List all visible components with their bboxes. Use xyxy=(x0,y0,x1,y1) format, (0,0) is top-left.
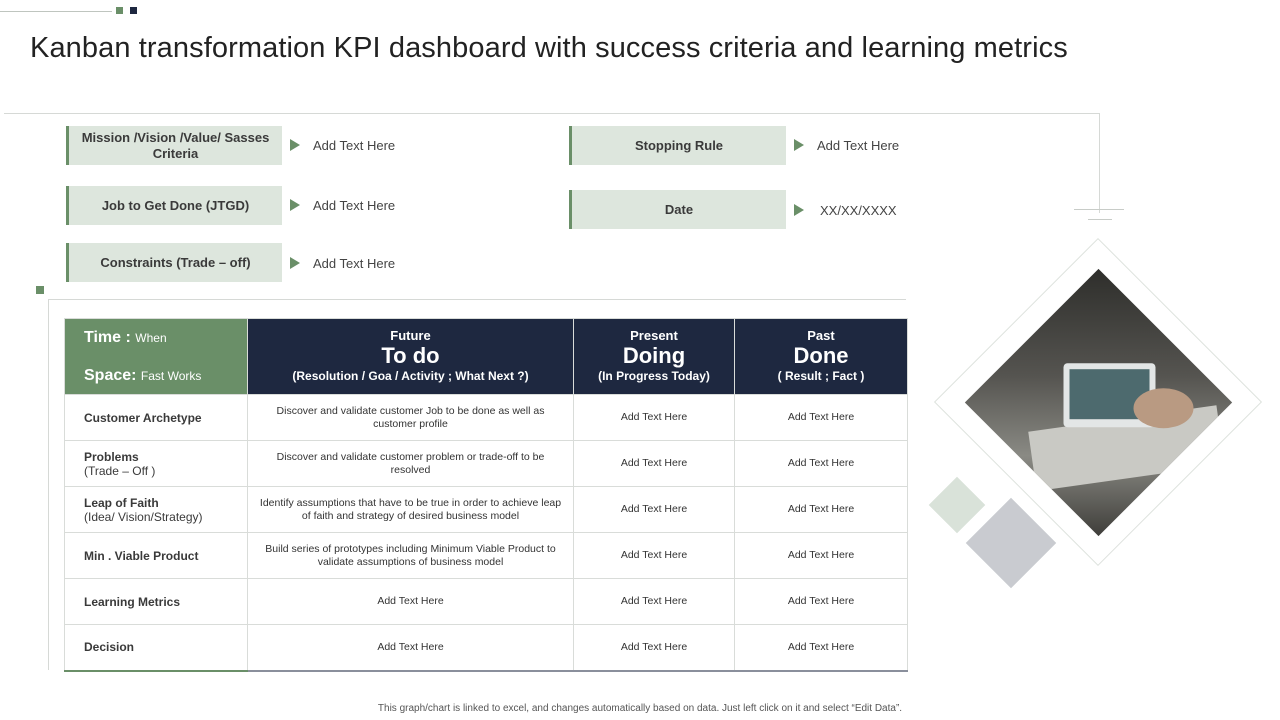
table-cell: Add Text Here xyxy=(574,533,735,579)
criteria-value-mission: Add Text Here xyxy=(313,138,396,153)
criteria-box-jtgd: Job to Get Done (JTGD) xyxy=(66,186,282,225)
row-label-title: Learning Metrics xyxy=(84,594,181,609)
table-cell: Add Text Here xyxy=(248,579,574,625)
table-cell: Add Text Here xyxy=(248,625,574,671)
criteria-box-constraints: Constraints (Trade – off) xyxy=(66,243,282,282)
time-value: When xyxy=(135,331,167,345)
separator-line xyxy=(48,299,906,300)
criteria-box-stopping-rule: Stopping Rule xyxy=(569,126,786,165)
table-cell: Build series of prototypes including Minimum Viable Product to validate assumptions of business model xyxy=(248,533,574,579)
table-row xyxy=(65,579,908,625)
table-row xyxy=(65,395,908,441)
kanban-table xyxy=(64,318,908,672)
table-row xyxy=(65,441,908,487)
frame-line-right xyxy=(1099,113,1100,213)
table-cell: Add Text Here xyxy=(574,487,735,533)
table-row xyxy=(65,625,908,671)
deco-square-small xyxy=(36,286,44,294)
criteria-value-date: XX/XX/XXXX xyxy=(820,203,897,218)
arrow-right-icon xyxy=(290,257,300,269)
footnote: This graph/chart is linked to excel, and changes automatically based on data. Just left click on it and select “Edit Data”. xyxy=(377,703,903,714)
column-header-sub: (Resolution / Goa / Activity ; What Next ?) xyxy=(292,369,529,383)
arrow-right-icon xyxy=(290,139,300,151)
row-label-sub: (Trade – Off ) xyxy=(84,463,156,478)
column-header-title: To do xyxy=(381,343,440,368)
table-row xyxy=(65,533,908,579)
time-label: Time : xyxy=(84,329,131,346)
top-deco-line xyxy=(0,11,112,12)
criteria-value-constraints: Add Text Here xyxy=(313,256,396,271)
criteria-value-jtgd: Add Text Here xyxy=(313,198,396,213)
space-label: Space: xyxy=(84,367,137,384)
row-label-title: Min . Viable Product xyxy=(84,548,199,563)
frame-tick xyxy=(1074,209,1124,210)
arrow-right-icon xyxy=(794,204,804,216)
row-label-title: Problems xyxy=(84,449,139,464)
business-photo xyxy=(965,269,1232,536)
table-cell: Discover and validate customer problem or trade-off to be resolved xyxy=(248,441,574,487)
column-header-todo xyxy=(248,319,574,395)
deco-square-green xyxy=(116,7,123,14)
row-label xyxy=(65,533,248,579)
table-cell: Add Text Here xyxy=(574,395,735,441)
column-header-done xyxy=(735,319,908,395)
column-header-title: Done xyxy=(793,343,849,368)
space-label-group xyxy=(84,367,201,385)
column-header-sub: (In Progress Today) xyxy=(598,369,710,383)
row-label-title: Decision xyxy=(84,640,135,655)
row-label xyxy=(65,441,248,487)
table-cell: Identify assumptions that have to be true in order to achieve leap of faith and strategy of desired business model xyxy=(248,487,574,533)
column-header-title: Doing xyxy=(622,343,686,368)
space-value: Fast Works xyxy=(140,369,202,383)
deco-square-navy xyxy=(130,7,137,14)
column-header-doing xyxy=(574,319,735,395)
column-header-sup: Past xyxy=(807,328,835,343)
time-space-header xyxy=(65,319,248,395)
table-cell: Add Text Here xyxy=(574,441,735,487)
table-cell: Discover and validate customer Job to be done as well as customer profile xyxy=(248,395,574,441)
column-header-sup: Future xyxy=(390,328,431,343)
column-header-sub: ( Result ; Fact ) xyxy=(777,369,865,383)
row-label xyxy=(65,395,248,441)
table-cell: Add Text Here xyxy=(735,533,908,579)
row-label xyxy=(65,487,248,533)
deco-diamond-green xyxy=(929,477,986,534)
table-cell: Add Text Here xyxy=(735,395,908,441)
table-cell: Add Text Here xyxy=(735,487,908,533)
row-label xyxy=(65,625,248,671)
table-cell: Add Text Here xyxy=(574,625,735,671)
frame-tick-short xyxy=(1088,219,1112,220)
arrow-right-icon xyxy=(794,139,804,151)
column-header-sup: Present xyxy=(630,328,678,343)
criteria-box-mission: Mission /Vision /Value/ Sasses Criteria xyxy=(66,126,282,165)
table-cell: Add Text Here xyxy=(735,625,908,671)
table-cell: Add Text Here xyxy=(574,579,735,625)
criteria-box-date: Date xyxy=(569,190,786,229)
time-label-group xyxy=(84,329,167,347)
frame-line-left xyxy=(48,300,49,670)
table-cell: Add Text Here xyxy=(735,579,908,625)
row-label-sub: (Idea/ Vision/Strategy) xyxy=(84,509,203,524)
criteria-value-stopping-rule: Add Text Here xyxy=(817,138,900,153)
row-label xyxy=(65,579,248,625)
table-row xyxy=(65,487,908,533)
row-label-title: Leap of Faith xyxy=(84,495,159,510)
photo-hand xyxy=(1134,388,1194,428)
arrow-right-icon xyxy=(290,199,300,211)
row-label-title: Customer Archetype xyxy=(84,410,202,425)
page-title: Kanban transformation KPI dashboard with success criteria and learning metrics xyxy=(30,32,1068,64)
photo-scene xyxy=(965,269,1232,536)
frame-line-top xyxy=(4,113,1100,114)
table-cell: Add Text Here xyxy=(735,441,908,487)
